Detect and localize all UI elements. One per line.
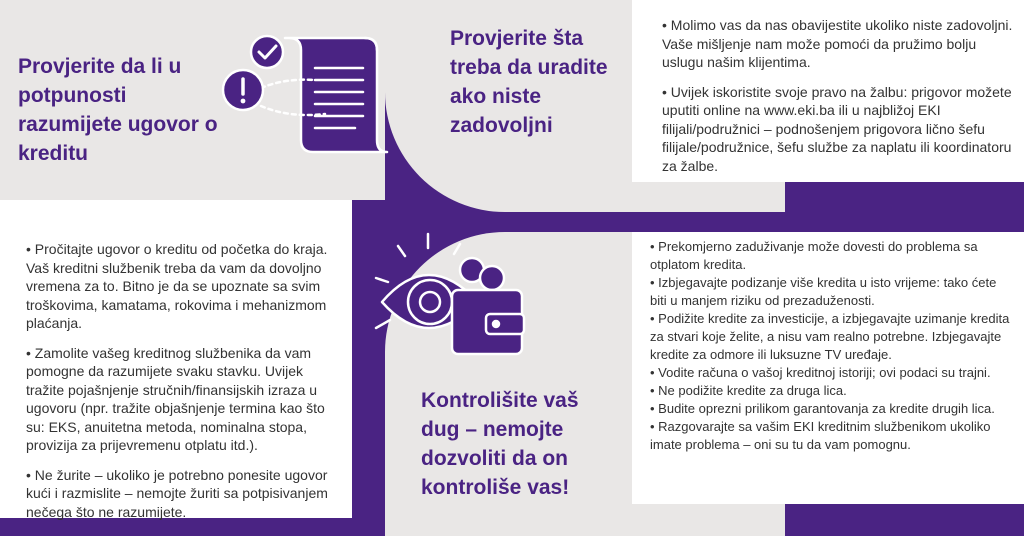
unsatisfied-bullets (662, 16, 1014, 186)
list-item: • Ne podižite kredite za druga lica. (650, 383, 847, 398)
control-debt-bullets (650, 238, 1016, 454)
list-item: • Molimo vas da nas obavijestite ukoliko niste zadovoljni. Vaše mišljenje nam može pomoći da pružimo bolju uslugu našim klijentima. (662, 17, 1013, 70)
list-item: • Vodite računa o vašoj kreditnoj istoriji; ovi podaci su trajni. (650, 365, 991, 380)
checkmark-badge-icon (251, 36, 283, 68)
list-item: • Budite oprezni prilikom garantovanja za kredite drugih lica. (650, 401, 995, 416)
heading-control-debt: Kontrolišite vaš dug – nemojte dozvoliti da on kontroliše vas! (421, 389, 579, 499)
list-item: • Zamolite vašeg kreditnog službenika da vam pomogne da razumijete svaku stavku. Uvijek tražite pojašnjenje stručnih/finansijskih izraza u ugovoru (npr. tražite objašnjenje termina kao što su: EKS, anuitetna metoda, nominalna stopa, provizija za prijevremenu otplatu itd.). (26, 344, 325, 453)
list-item: • Pročitajte ugovor o kreditu od početka do kraja. Vaš kreditni službenik treba da vam da dovoljno vremena za to. Bitno je da se upoznate sa svim troškovima, kamatama, rokovima i mehanizmom plaćanja. (26, 241, 328, 331)
eye-watch-icon (368, 228, 538, 368)
list-item: • Razgovarajte sa vašim EKI kreditnim službenikom ukoliko imate problema – oni su tu da vam pomognu. (650, 419, 991, 452)
list-item: • Prekomjerno zaduživanje može dovesti do problema sa otplatom kredita. (650, 239, 978, 272)
heading-if-unsatisfied: Provjerite šta treba da uradite ako niste zadovoljni (450, 27, 608, 137)
list-item: • Ne žurite – ukoliko je potrebno ponesite ugovor kući i razmislite – nemojte žuriti sa potpisivanjem nečega što ne razumijete. (26, 466, 328, 520)
heading-understand-contract: Provjerite da li u potpunosti razumijete ugovor o kreditu (18, 55, 218, 165)
list-item: • Uvijek iskoristite svoje pravo na žalbu: prigovor možete uputiti online na www.eki.ba ili u najbližoj EKI filijali/podružnici – podnošenjem prigovora lično šefu filijale/podružnice, šefu službe za naplatu ili koordinatoru za žalbe. (662, 83, 1012, 174)
list-item: • Podižite kredite za investicije, a izbjegavajte uzimanje kredita za stvari koje želite, a nisu vam realno potrebne. Izbjegavajte kredite za odmore ili luksuzne TV uređaje. (650, 311, 1010, 362)
warning-exclamation-icon (223, 70, 263, 110)
contract-document-icon (215, 18, 395, 168)
list-item: • Izbjegavajte podizanje više kredita u isto vrijeme: tako ćete biti u manjem riziku od prezaduženosti. (650, 275, 997, 308)
wallet-icon (452, 290, 524, 354)
understand-bullets (26, 240, 342, 532)
